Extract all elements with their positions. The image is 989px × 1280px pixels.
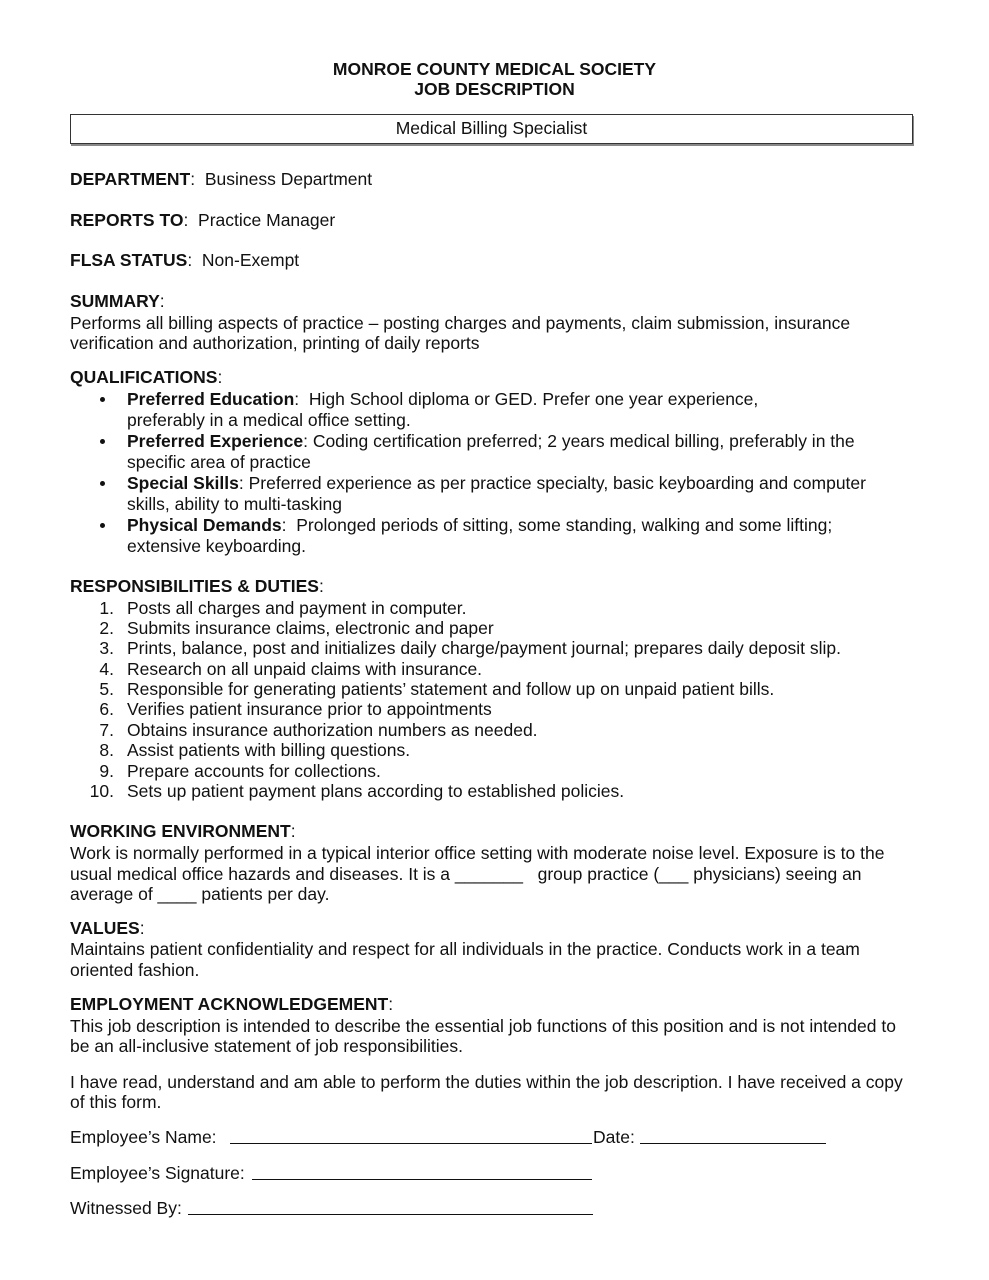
date-line[interactable]: [640, 1143, 826, 1144]
working-environment-heading: WORKING ENVIRONMENT:: [70, 821, 296, 841]
reports-to-value: Practice Manager: [198, 210, 336, 230]
values-heading: VALUES:: [70, 918, 145, 938]
working-environment-line: average of ____ patients per day.: [70, 884, 330, 904]
responsibility-item: Sets up patient payment plans according to established policies.: [127, 781, 625, 801]
flsa-status-field: FLSA STATUS: Non-Exempt: [70, 250, 300, 270]
acknowledgement-statement: of this form.: [70, 1092, 162, 1112]
values-line: oriented fashion.: [70, 960, 200, 980]
summary-heading: SUMMARY:: [70, 291, 165, 311]
bullet-icon: [100, 439, 105, 444]
list-number: 9.: [99, 761, 114, 781]
acknowledgement-statement: I have read, understand and am able to perform the duties within the job description. I have received a copy: [70, 1072, 903, 1092]
job-title-box: [70, 114, 913, 144]
employee-name-label: Employee’s Name:: [70, 1127, 217, 1147]
bullet-icon: [100, 397, 105, 402]
list-number: 6.: [99, 699, 114, 719]
bullet-icon: [100, 481, 105, 486]
qualification-item-cont: extensive keyboarding.: [127, 536, 306, 556]
list-number: 5.: [99, 679, 114, 699]
witnessed-by-label: Witnessed By:: [70, 1198, 182, 1218]
employee-signature-line[interactable]: [252, 1179, 592, 1180]
summary-line: Performs all billing aspects of practice – posting charges and payments, claim submission, insurance: [70, 313, 851, 333]
responsibility-item: Verifies patient insurance prior to appointments: [127, 699, 492, 719]
bullet-icon: [100, 523, 105, 528]
department-field: DEPARTMENT: Business Department: [70, 169, 373, 189]
acknowledgement-heading: EMPLOYMENT ACKNOWLEDGEMENT:: [70, 994, 394, 1014]
qualification-item-cont: preferably in a medical office setting.: [127, 410, 411, 430]
flsa-status-value: Non-Exempt: [201, 250, 300, 270]
working-environment-line: usual medical office hazards and diseases. It is a _______ group practice (___ physicians) seeing an: [70, 864, 862, 884]
doc-type: JOB DESCRIPTION: [414, 79, 575, 99]
responsibility-item: Research on all unpaid claims with insurance.: [127, 659, 483, 679]
list-number: 7.: [99, 720, 114, 740]
responsibility-item: Prepare accounts for collections.: [127, 761, 381, 781]
qualification-item: Special Skills: Preferred experience as per practice specialty, basic keyboarding and computer: [127, 473, 866, 493]
org-name: MONROE COUNTY MEDICAL SOCIETY: [332, 59, 657, 79]
department-value: Business Department: [204, 169, 373, 189]
qualification-item-cont: specific area of practice: [127, 452, 311, 472]
list-number: 3.: [99, 638, 114, 658]
date-label: Date:: [593, 1127, 635, 1147]
values-line: Maintains patient confidentiality and respect for all individuals in the practice. Conducts work in a team: [70, 939, 860, 959]
employee-name-line[interactable]: [230, 1143, 592, 1144]
qualification-item: Preferred Experience: Coding certification preferred; 2 years medical billing, preferably in the: [127, 431, 855, 451]
responsibility-item: Assist patients with billing questions.: [127, 740, 411, 760]
responsibility-item: Responsible for generating patients’ statement and follow up on unpaid patient bills.: [127, 679, 775, 699]
qualification-item: Physical Demands: Prolonged periods of sitting, some standing, walking and some lifting;: [127, 515, 833, 535]
working-environment-line: Work is normally performed in a typical interior office setting with moderate noise level. Exposure is to the: [70, 843, 885, 863]
responsibilities-heading: RESPONSIBILITIES & DUTIES:: [70, 576, 324, 596]
responsibility-item: Obtains insurance authorization numbers as needed.: [127, 720, 538, 740]
job-title: Medical Billing Specialist: [395, 118, 588, 138]
reports-to-field: REPORTS TO: Practice Manager: [70, 210, 336, 230]
acknowledgement-line: This job description is intended to describe the essential job functions of this position and is not intended to: [70, 1016, 896, 1036]
list-number: 8.: [99, 740, 114, 760]
qualification-item: Preferred Education: High School diploma or GED. Prefer one year experience,: [127, 389, 759, 409]
acknowledgement-line: be an all-inclusive statement of job responsibilities.: [70, 1036, 463, 1056]
summary-line: verification and authorization, printing of daily reports: [70, 333, 480, 353]
employee-signature-label: Employee’s Signature:: [70, 1163, 245, 1183]
responsibility-item: Submits insurance claims, electronic and paper: [127, 618, 494, 638]
qualifications-heading: QUALIFICATIONS:: [70, 367, 223, 387]
responsibility-item: Posts all charges and payment in computer.: [127, 598, 467, 618]
witnessed-by-line[interactable]: [188, 1214, 593, 1215]
list-number: 2.: [99, 618, 114, 638]
flsa-status-label: FLSA STATUS: [70, 250, 188, 270]
qualification-item-cont: skills, ability to multi-tasking: [127, 494, 342, 514]
department-label: DEPARTMENT: [70, 169, 191, 189]
list-number: 10.: [89, 781, 114, 801]
list-number: 1.: [99, 598, 114, 618]
responsibility-item: Prints, balance, post and initializes daily charge/payment journal; prepares daily deposit slip.: [127, 638, 842, 658]
list-number: 4.: [99, 659, 114, 679]
reports-to-label: REPORTS TO: [70, 210, 184, 230]
